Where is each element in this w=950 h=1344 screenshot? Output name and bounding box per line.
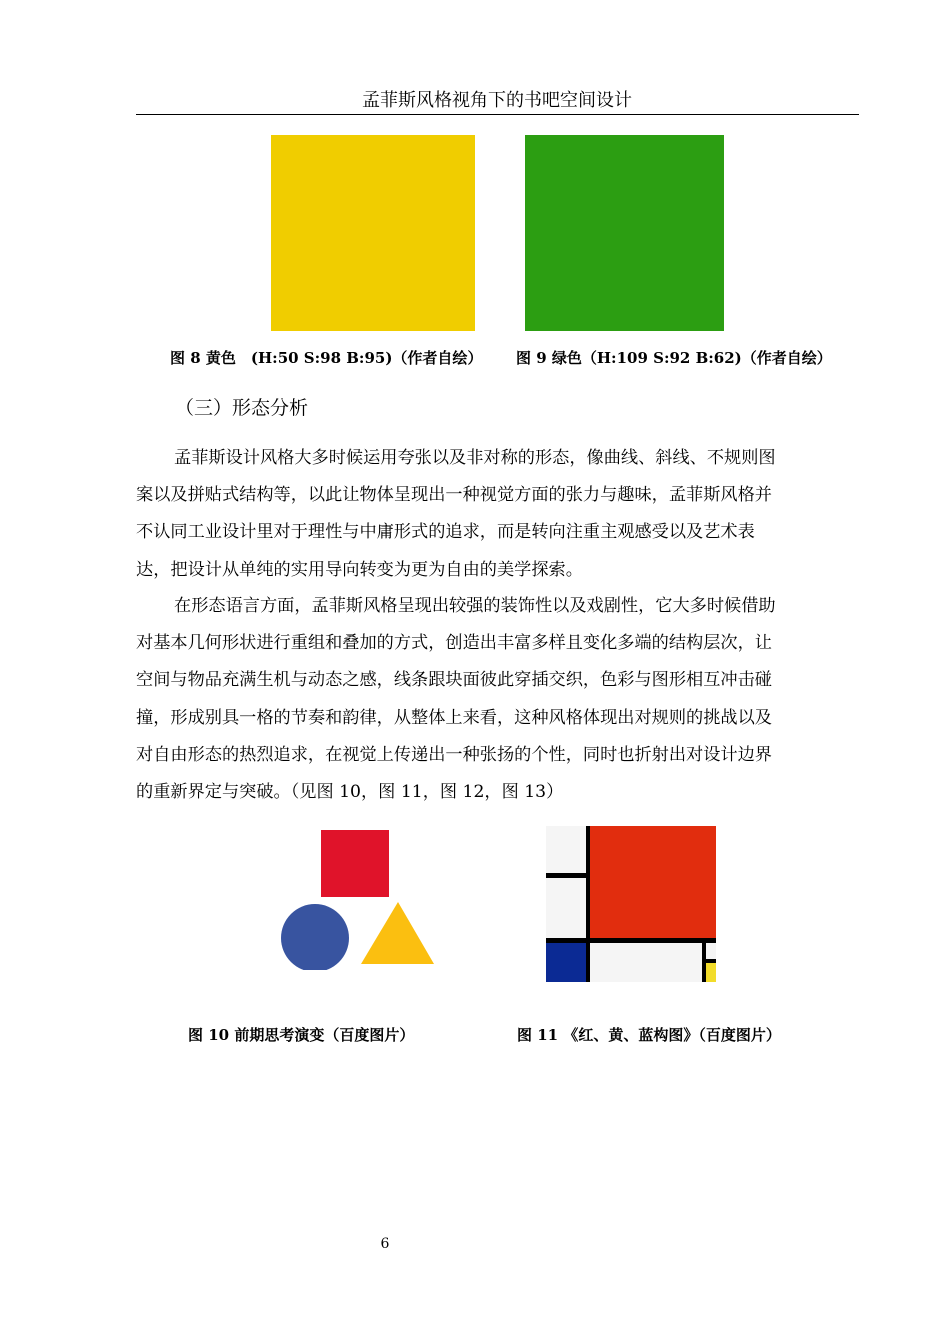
horizontal-black-line <box>546 938 716 943</box>
paragraph-line: 对自由形态的热烈追求，在视觉上传递出一种张扬的个性，同时也折射出对设计边界 <box>136 744 772 765</box>
figure-8-caption: 图 8 黄色 (H:50 S:98 B:95)（作者自绘） <box>170 349 483 367</box>
page-number: 6 <box>380 1236 390 1252</box>
paragraph-line: 达，把设计从单纯的实用导向转变为更为自由的美学探索。 <box>136 559 583 580</box>
figure-10-geometric-shapes <box>278 830 438 970</box>
section-heading: （三）形态分析 <box>175 397 309 419</box>
yellow-block <box>705 962 716 982</box>
figure-11-mondrian-composition <box>546 826 716 982</box>
blue-block <box>546 942 586 982</box>
figure-11-caption: 图 11 《红、黄、蓝构图》（百度图片） <box>517 1026 781 1044</box>
paragraph-1 <box>136 440 859 589</box>
paragraph-2 <box>136 588 859 811</box>
paragraph-line: 孟菲斯设计风格大多时候运用夸张以及非对称的形态，像曲线、斜线、不规则图 <box>174 448 776 468</box>
red-square-shape <box>321 830 389 897</box>
figure-9-caption: 图 9 绿色（H:109 S:92 B:62)（作者自绘） <box>516 349 832 367</box>
header-rule <box>136 114 859 115</box>
blue-circle-shape <box>281 904 349 970</box>
yellow-triangle-shape <box>361 902 434 964</box>
horizontal-black-line <box>546 873 588 878</box>
figure-10-caption: 图 10 前期思考演变（百度图片） <box>188 1026 415 1044</box>
paragraph-line: 空间与物品充满生机与动态之感，线条跟块面彼此穿插交织，色彩与图形相互冲击碰 <box>136 670 772 691</box>
yellow-color-swatch <box>271 135 475 331</box>
red-block <box>589 826 716 940</box>
paragraph-line: 对基本几何形状进行重组和叠加的方式，创造出丰富多样且变化多端的结构层次，让 <box>136 633 772 654</box>
paragraph-line: 案以及拼贴式结构等，以此让物体呈现出一种视觉方面的张力与趣味，孟菲斯风格并 <box>136 485 772 506</box>
paragraph-line: 撞，形成别具一格的节奏和韵律，从整体上来看，这种风格体现出对规则的挑战以及 <box>136 707 772 728</box>
horizontal-black-line <box>702 959 716 963</box>
paragraph-line: 的重新界定与突破。（见图 10，图 11，图 12，图 13） <box>136 781 564 802</box>
paragraph-line: 不认同工业设计里对于理性与中庸形式的追求，而是转向注重主观感受以及艺术表 <box>136 522 755 543</box>
vertical-black-line <box>586 826 590 982</box>
paragraph-line: 在形态语言方面，孟菲斯风格呈现出较强的装饰性以及戏剧性，它大多时候借助 <box>174 596 776 616</box>
green-color-swatch <box>525 135 724 331</box>
running-header: 孟菲斯风格视角下的书吧空间设计 <box>362 90 632 111</box>
